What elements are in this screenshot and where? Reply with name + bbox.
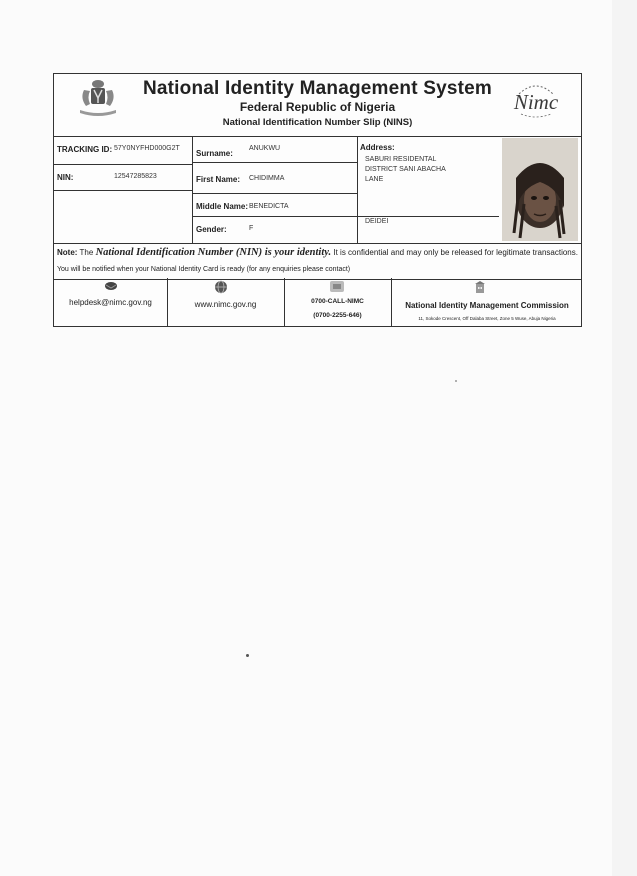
gender-value: F xyxy=(249,225,254,232)
note-line-2: You will be notified when your National Identity Card is ready (for any enquiries please contact) xyxy=(57,266,351,273)
slip-header xyxy=(54,74,581,137)
grid-divider xyxy=(192,216,357,217)
nin-slip xyxy=(53,73,582,327)
grid-divider xyxy=(192,193,357,194)
note-label: Note: xyxy=(57,248,78,257)
org-address: 11, Sokode Crescent, Off Dalaba Street, Zone 5 Wuse, Abuja Nigeria xyxy=(418,316,556,321)
surname-label: Surname: xyxy=(196,149,233,158)
email-icon xyxy=(104,281,118,291)
website-link[interactable]: www.nimc.gov.ng xyxy=(194,300,257,309)
note-line-1 xyxy=(57,247,578,258)
address-city: DEIDEI xyxy=(365,218,389,225)
surname-value: ANUKWU xyxy=(249,145,281,152)
grid-divider xyxy=(54,164,192,165)
note-prefix: The xyxy=(79,248,94,257)
org-name: National Identity Management Commission xyxy=(405,301,569,310)
note-section xyxy=(54,243,581,280)
middle-name-label: Middle Name: xyxy=(196,202,249,211)
nin-value: 12547285823 xyxy=(114,173,157,180)
address-line: LANE xyxy=(365,176,384,183)
phone-icon xyxy=(330,281,344,292)
first-name-label: First Name: xyxy=(196,175,241,184)
email-link[interactable]: helpdesk@nimc.gov.ng xyxy=(69,298,152,307)
page-subtitle: Federal Republic of Nigeria xyxy=(239,100,396,114)
note-suffix: It is confidential and may only be released for legitimate transactions. xyxy=(333,248,578,257)
address-label: Address: xyxy=(360,143,395,152)
grid-divider xyxy=(357,216,499,217)
tracking-id-label: TRACKING ID: xyxy=(57,145,113,154)
first-name-value: CHIDIMMA xyxy=(249,175,285,182)
gender-label: Gender: xyxy=(196,225,227,234)
tracking-id-value: 57Y0NYFHD000G2T xyxy=(114,145,180,152)
globe-icon xyxy=(214,280,228,294)
building-icon xyxy=(474,281,486,293)
address-line: DISTRICT SANI ABACHA xyxy=(365,166,446,173)
phone-number[interactable]: 0700-CALL-NIMC xyxy=(311,298,364,305)
slip-title: National Identification Number Slip (NINS) xyxy=(222,117,413,128)
details-grid xyxy=(54,136,581,243)
grid-divider xyxy=(192,136,193,243)
scan-speck xyxy=(246,654,249,657)
grid-divider xyxy=(54,190,192,191)
nimc-logo xyxy=(509,80,563,120)
contact-row xyxy=(54,278,581,326)
nin-label: NIN: xyxy=(57,173,74,182)
grid-divider xyxy=(357,136,358,243)
grid-divider xyxy=(192,162,357,163)
note-emphasis: National Identification Number (NIN) is your identity. xyxy=(95,247,332,258)
page-title: National Identity Management System xyxy=(142,78,493,99)
logo-text: Nimc xyxy=(513,90,559,114)
passport-photo xyxy=(502,138,578,241)
scan-speck xyxy=(455,380,457,382)
phone-digits[interactable]: (0700-2255-646) xyxy=(313,312,362,319)
middle-name-value: BENEDICTA xyxy=(249,203,289,210)
address-line: SABURI RESIDENTAL xyxy=(365,156,437,163)
